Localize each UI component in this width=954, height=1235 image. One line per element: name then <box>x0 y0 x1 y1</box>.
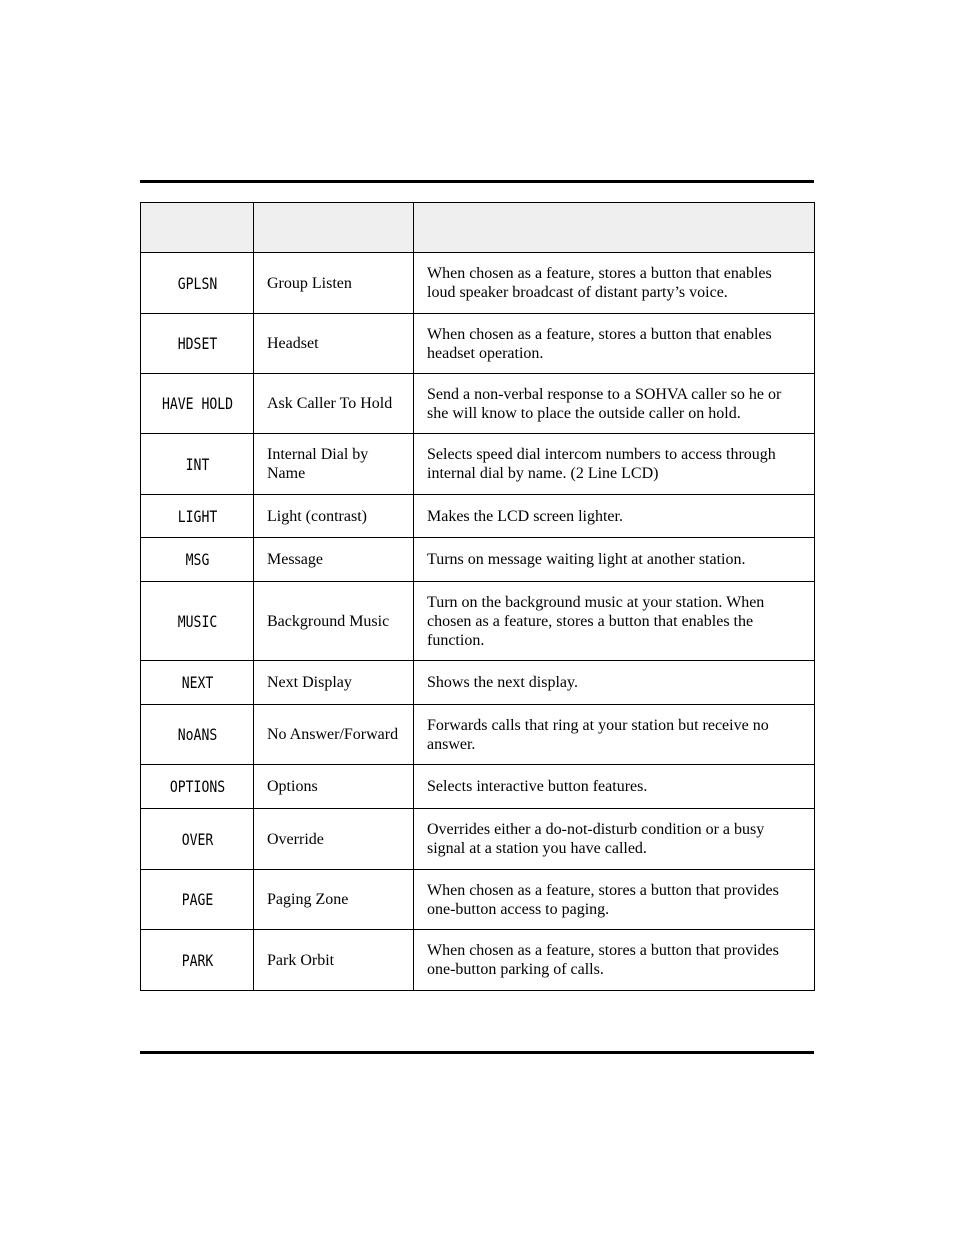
top-rule <box>140 180 814 183</box>
feature-name-cell: Internal Dial by Name <box>254 434 414 495</box>
feature-name-cell: Light (contrast) <box>254 495 414 538</box>
lcd-code-cell: MSG <box>151 538 244 582</box>
feature-name-cell: Group Listen <box>254 253 414 314</box>
feature-description-cell: Selects interactive button features. <box>414 765 815 809</box>
lcd-code-cell: GPLSN <box>151 253 244 314</box>
feature-name-cell: Park Orbit <box>254 930 414 991</box>
header-cell-feature <box>254 203 414 253</box>
table-row <box>141 870 815 930</box>
feature-name-cell: Paging Zone <box>254 870 414 930</box>
feature-description-cell: Overrides either a do-not-disturb condition or a busy signal at a station you have called. <box>414 809 815 870</box>
lcd-code-cell: OPTIONS <box>151 765 244 809</box>
lcd-code-cell: NEXT <box>151 661 244 705</box>
header-cell-code <box>141 203 254 253</box>
lcd-code-cell: INT <box>151 434 244 495</box>
lcd-code-cell: PARK <box>151 930 244 991</box>
feature-name-cell: Override <box>254 809 414 870</box>
table-row <box>141 495 815 538</box>
feature-name-cell: Background Music <box>254 582 414 661</box>
feature-name-cell: Message <box>254 538 414 582</box>
table-row <box>141 765 815 809</box>
feature-name-cell: Options <box>254 765 414 809</box>
feature-description-cell: Turns on message waiting light at another station. <box>414 538 815 582</box>
lcd-code-cell: NoANS <box>151 705 244 765</box>
feature-description-cell: When chosen as a feature, stores a button that provides one-button parking of calls. <box>414 930 815 991</box>
feature-description-cell: Makes the LCD screen lighter. <box>414 495 815 538</box>
lcd-code-cell: OVER <box>151 809 244 870</box>
table-row <box>141 538 815 582</box>
table-row <box>141 930 815 991</box>
table-row <box>141 314 815 374</box>
feature-description-cell: Send a non-verbal response to a SOHVA caller so he or she will know to place the outside caller on hold. <box>414 374 815 434</box>
table-row <box>141 253 815 314</box>
feature-description-cell: Selects speed dial intercom numbers to access through internal dial by name. (2 Line LCD) <box>414 434 815 495</box>
table-header-row <box>141 203 815 253</box>
table-row <box>141 705 815 765</box>
header-cell-description <box>414 203 815 253</box>
lcd-code-cell: LIGHT <box>151 495 244 538</box>
table-row <box>141 809 815 870</box>
table-row <box>141 374 815 434</box>
feature-description-cell: Forwards calls that ring at your station but receive no answer. <box>414 705 815 765</box>
feature-name-cell: Ask Caller To Hold <box>254 374 414 434</box>
lcd-code-cell: PAGE <box>151 870 244 930</box>
feature-name-cell: No Answer/Forward <box>254 705 414 765</box>
lcd-code-cell: HAVE HOLD <box>151 374 244 434</box>
feature-description-cell: When chosen as a feature, stores a button that provides one-button access to paging. <box>414 870 815 930</box>
feature-name-cell: Headset <box>254 314 414 374</box>
feature-description-cell: Shows the next display. <box>414 661 815 705</box>
lcd-code-cell: MUSIC <box>151 582 244 661</box>
feature-name-cell: Next Display <box>254 661 414 705</box>
feature-table <box>140 202 815 991</box>
bottom-rule <box>140 1051 814 1054</box>
table-row <box>141 434 815 495</box>
feature-description-cell: Turn on the background music at your station. When chosen as a feature, stores a button that enables the function. <box>414 582 815 661</box>
feature-description-cell: When chosen as a feature, stores a button that enables headset operation. <box>414 314 815 374</box>
lcd-code-cell: HDSET <box>151 314 244 374</box>
table-row <box>141 661 815 705</box>
table-row <box>141 582 815 661</box>
feature-description-cell: When chosen as a feature, stores a button that enables loud speaker broadcast of distant party’s voice. <box>414 253 815 314</box>
